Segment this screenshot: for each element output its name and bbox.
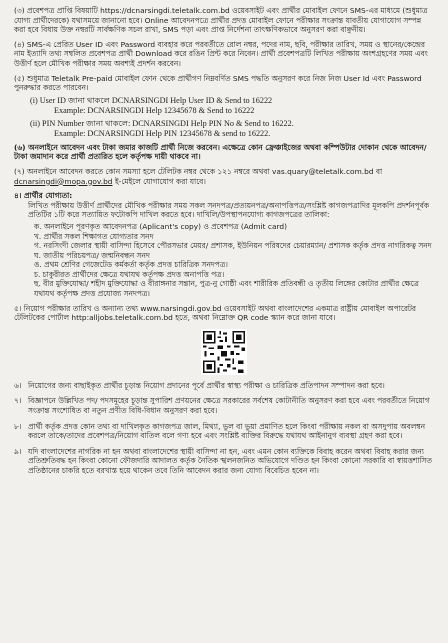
- qr-code-container: [14, 329, 434, 375]
- list-item: ক. অনলাইনে পূরণকৃত আবেদনপত্র (Aplicant's copy) ও প্রবেশপত্র (Admit card): [34, 221, 287, 231]
- section-heading-eligibility: ৪। প্রার্থীর যোগ্যতা:: [14, 191, 73, 201]
- contact-email-link[interactable]: dcnarsingdi@mopa.gov.bd: [14, 176, 113, 186]
- paragraph-admit-card-sms: (৩) প্রবেশপত্র প্রাপ্তি বিষয়াটি https://dcnarsingdi.teletalk.com.bd ওয়েবসাইট এবং প্রার্থীর মোবাইল ফোনে SMS-এর মাধ্যমে (শুধুমাত্র যোগ্য প্রার্থীদেরকে) যথাসময়ে জানানো হবে। Online আবেদনপত্রে প্রার্থীর প্রদত্ত মোবাইল ফোনে পরীক্ষার সংক্রান্ত যাবতীয় যোগাযোগ সম্পন্ন করা হবে বিধায় উক্ত নম্বরটি সার্বক্ষণিক সচল রাখা, SMS পড়া এবং প্রাপ্ত নির্দেশনা তাৎক্ষণিকভাবে অনুসরণ করা বাঞ্ছনীয়।: [14, 6, 428, 35]
- paragraph-teletalk-recovery: (৫) শুধুমাত্র Teletalk Pre-paid মোবাইল ফোন থেকে প্রার্থীগণ নিম্নবর্ণিত SMS পদ্ধতি অনুসরণ করে নিজ নিজ User Id এবং Password পুনরুদ্ধার করতে পারবেন।: [14, 73, 422, 93]
- list-item: ছ. বীর মুক্তিযোদ্ধা/ শহীদ মুক্তিযোদ্ধা ও বীরাঙ্গনার সন্তান, পুত্র-নু গোষ্ঠী এবং শারীরিক প্রতিবন্ধী ও তৃতীয় লিঙ্গের কোটার প্রার্থীর ক্ষেত্রে যথাযথ কর্তৃপক্ষ প্রদত্ত প্রযোজ্য সনদপত্র।: [34, 279, 419, 299]
- document-list: [34, 222, 434, 299]
- list-item: ঘ. জাতীয় পরিচয়পত্র/ জন্মনিবন্ধন সনদ: [34, 250, 150, 260]
- clause-text: যদি বাংলাদেশের নাগরিক না হন অথবা বাংলাদেশের স্থায়ী বাসিন্দা না হন, এবং এমন কোন ব্যক্তিকে বিবাহ করেন অথবা বিবাহ করার জন্য প্রতিশ্রুতিবদ্ধ হন কিংবা কোনো ফৌজদারি আদালত কর্তৃক নৈতিক স্খলনজনিত অভিযোগে দণ্ডিত হন কিংবা কোনো সরকারি বা স্বায়ত্তশাসিত প্রতিষ্ঠানের চাকরি হতে বরখাস্ত হয়ে থাকেন তবে তিনি আবেদন করার জন্য যোগ্য বিবেচিত হবেন না।: [28, 446, 432, 475]
- clause-text: প্রার্থী কর্তৃক প্রদত্ত কোন তথ্য বা দাখিলকৃত কাগজপত্র জাল, মিথ্যা, ভুল বা ভুয়া প্রমাণিত হলে কিংবা পরীক্ষায় নকল বা অসদুপায় অবলম্বন করলে তাকে/তাদের প্রবেশপত্র/নিয়োগ বাতিল বলে গণ্য হবে এবং সংশ্লিষ্ট ব্যক্তির বিরুদ্ধে যথাযথ আইনানুগ ব্যবস্থা গ্রহণ করা হবে।: [28, 421, 425, 441]
- sms-example-text-2: Example: DCNARSINGDI Help PIN 12345678 & send to 16222.: [54, 128, 271, 138]
- contact-text-end: ই-মেইলে যোগাযোগ করা যাবে।: [114, 176, 206, 186]
- clause-8: [14, 422, 434, 441]
- clause-number: ৭।: [14, 396, 22, 406]
- list-item: চ. চাকুরীরত প্রার্থীদের ক্ষেত্রে যথাযথ কর্তৃপক্ষ প্রদত্ত অনাপত্তি পত্র।: [34, 269, 225, 279]
- eligibility-description: লিখিত পরীক্ষায় উত্তীর্ণ প্রার্থীদের মৌখিক পরীক্ষার সময় সকল সনদপত্র/প্রত্যয়নপত্র/অনাপত্তিপত্র/সংশ্লিষ্ট কাগজপত্রাদির মূলকপি প্রদর্শনপূর্বক প্রতিটির ১টি করে সত্যায়িত ফটোকপি দাখিল করতে হবে। দাখিলি/উপস্থাপনযোগ্য কাগজপত্রের তালিকা:: [28, 200, 429, 220]
- contact-text: (৭) অনলাইনে আবেদন করতে কোন সমস্যা হলে টেলিটক নম্বর থেকে ১২১ নম্বরে অথবা vas.quary@teletalk.com.bd বা: [14, 166, 383, 176]
- clause-number: ৯।: [14, 446, 22, 456]
- sms-format-pin: (ii) PIN Number জানা থাকলে: DCNARSINGDI Help PIN No & Send to 16222.: [30, 118, 294, 128]
- clause-6: [14, 381, 434, 391]
- qr-code-icon[interactable]: [201, 329, 247, 375]
- sms-example-user-id: [30, 96, 434, 116]
- paragraph-user-id-password: (৪) SMS-এ প্রেরিত User ID এবং Password ব্যবহার করে পরবর্তীতে রোল নম্বর, পদের নাম, ছবি, পরীক্ষার তারিখ, সময় ও স্থানের/কেন্দ্রের নাম ইত্যাদি তথ্য সম্বলিত প্রবেশপত্র প্রার্থী Download করে রঙিন প্রিন্ট করে নিবেন। প্রার্থী প্রবেশপত্রটি লিখিত পরীক্ষায় অংশগ্রহণের সময় এবং উত্তীর্ণ হলে মৌখিক পরীক্ষার সময় অবশ্যই প্রদর্শন করবেন।: [14, 39, 428, 68]
- clause-number: ৬।: [14, 380, 22, 390]
- clause-7: [14, 396, 434, 415]
- list-item: ঙ. প্রথম শ্রেণির গেজেটেড কর্মকর্তা কর্তৃক প্রদত্ত চারিত্রিক সনদপত্র।: [34, 260, 228, 270]
- list-item: খ. প্রার্থীর সকল শিক্ষাগত যোগ্যতার সনদ: [34, 231, 154, 241]
- sms-format-user-id: (i) User ID জানা থাকলে DCNARSINGDI Help User ID & Send to 16222: [30, 95, 273, 105]
- sms-example-pin: [30, 119, 434, 139]
- list-item: গ. নরসিংদী জেলার স্থায়ী বাসিন্দা হিসেবে পৌরসভার মেয়র/ প্রশাসক, ইউনিয়ন পরিষদের চেয়ারম্যান/ প্রশাসক কর্তৃক প্রদত্ত নাগরিকত্ব সনদ: [34, 241, 432, 251]
- clause-9: [14, 447, 434, 476]
- paragraph-exam-info: ৫। নিয়োগ পরীক্ষার তারিখ ও অন্যান্য তথ্য www.narsingdi.gov.bd ওয়েবসাইট অথবা বাংলাদেশের একমাত্র রাষ্ট্রীয় মোবাইল অপারেটর টেলিটকের পোর্টাল http:alljobs.teletalk.com.bd হতে, অথবা নিম্নোক্ত QR code স্ক্যান করে জানা যাবে।: [14, 303, 416, 323]
- clause-number: ৮।: [14, 421, 22, 431]
- clause-text: বিজ্ঞাপনে উল্লিখিত পদ/ পদসমূহের চূড়ান্ত সুপারিশ প্রণয়নের ক্ষেত্রে সরকারের সর্বশেষ কোটানীতি অনুসরণ করা হবে এবং পরবর্তীতে নিয়োগ সংক্রান্ত সংশোধিত বা নতুন প্রণীত বিধি-বিধান অনুসরণ করা হবে।: [28, 396, 430, 416]
- paragraph-contact: [14, 167, 434, 186]
- sms-example-text-1: Example: DCNARSINGDI Help 12345678 & Send to 16222: [54, 105, 255, 115]
- clause-text: নিয়োগের জন্য বাছাইকৃত প্রার্থীর চূড়ান্ত নিয়োগ প্রদানের পূর্বে প্রার্থীর স্বাস্থ্য পরীক্ষা ও চারিত্রিক প্রতিপাদন সম্পাদন করা হবে।: [28, 380, 385, 390]
- warning-self-apply: (৬) অনলাইনে আবেদন এবং টাকা জমার কাজটি প্রার্থী নিজে করবেন। এক্ষেত্রে কোন ফ্রেঞ্চাইজের অথবা কম্পিউটার দোকান থেকে আবেদন/টাকা জমাদান করে প্রার্থী প্রতারিত হলে কর্তৃপক্ষ দায়ী থাকবে না।: [14, 142, 427, 162]
